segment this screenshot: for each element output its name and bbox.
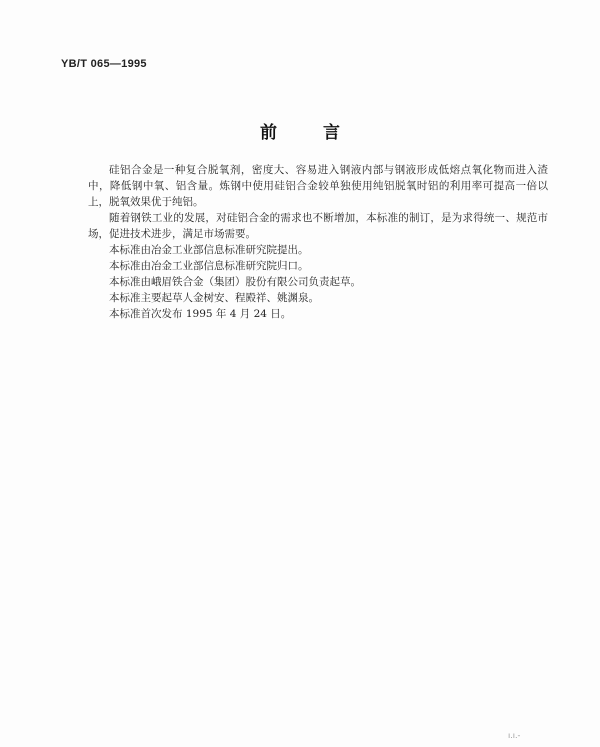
paragraph-proposer: 本标准由冶金工业部信息标准研究院提出。 (109, 244, 309, 256)
page-title (0, 118, 600, 143)
paragraph-administrator: 本标准由冶金工业部信息标准研究院归口。 (109, 260, 309, 272)
paragraph-development: 随着钢铁工业的发展，对硅铝合金的需求也不断增加，本标准的制订，是为求得统一、规范市场，促进技术进步，满足市场需要。 (88, 212, 548, 240)
paragraph-intro: 硅铝合金是一种复合脱氧剂，密度大、容易进入钢液内部与钢液形成低熔点氧化物而进入渣中，降低钢中氧、铝含量。炼钢中使用硅铝合金较单独使用纯铝脱氧时铝的利用率可提高一倍以上，脱氧效果优于纯铝。 (88, 164, 548, 208)
paragraph-drafters-names: 本标准主要起草人金树安、程殿祥、姚渊泉。 (109, 292, 319, 304)
title-char-2: 言 (323, 123, 340, 143)
standard-code: YB/T 065—1995 (61, 58, 147, 70)
title-char-1: 前 (260, 123, 277, 143)
paragraph-drafter: 本标准由峨眉铁合金（集团）股份有限公司负责起草。 (109, 276, 361, 288)
page-number-mark: ı.ı.- (508, 731, 521, 740)
foreword-body (88, 162, 548, 322)
paragraph-release-date: 本标准首次发布 1995 年 4 月 24 日。 (109, 308, 292, 320)
